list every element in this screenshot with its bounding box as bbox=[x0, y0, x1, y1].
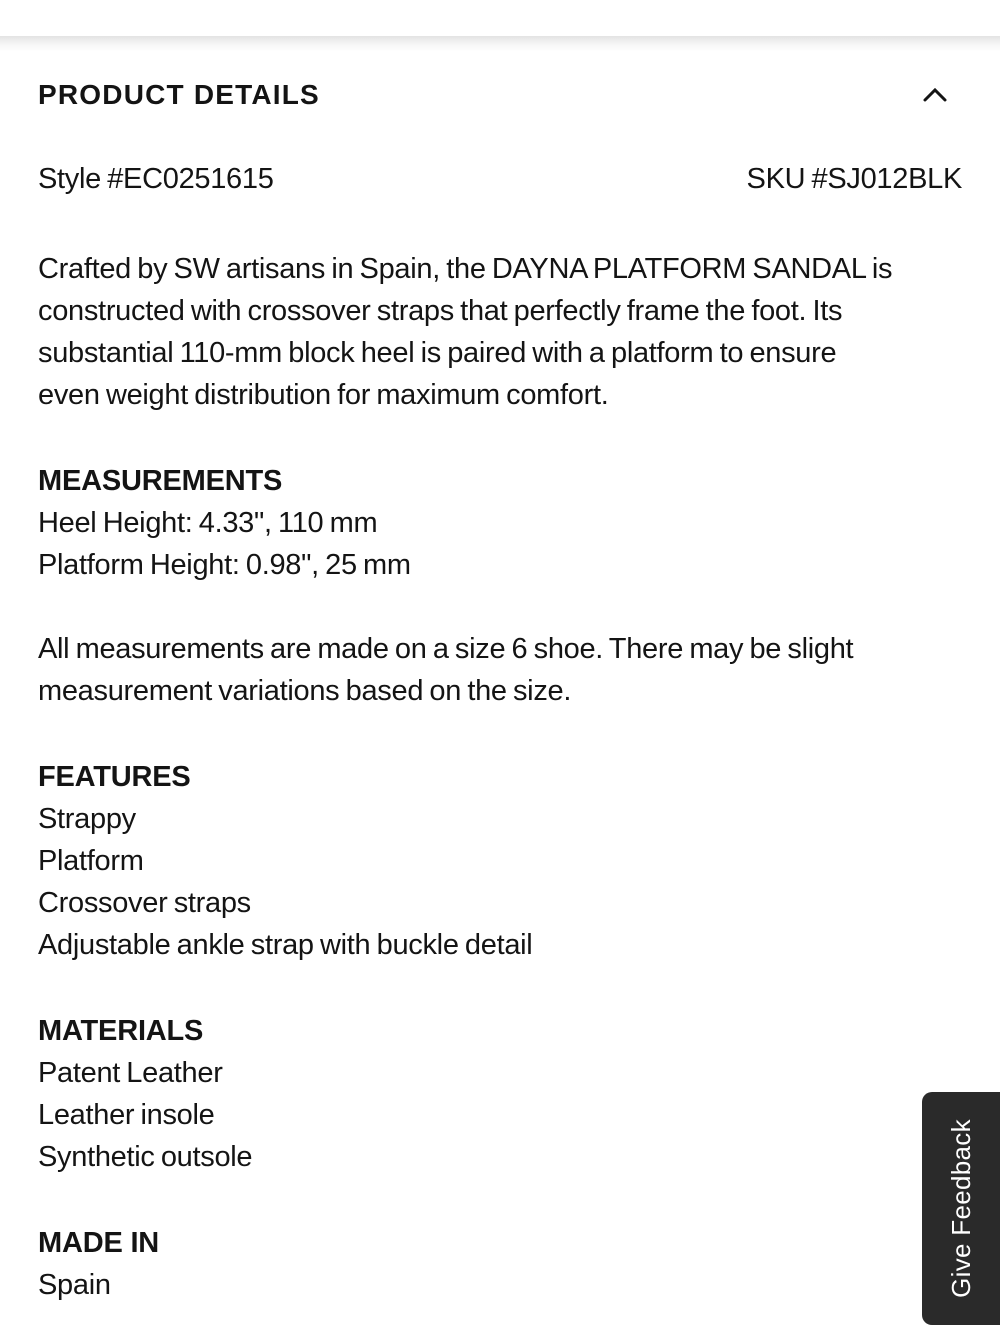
features-heading: FEATURES bbox=[38, 761, 191, 793]
text-line: even weight distribution for maximum comfort. bbox=[38, 379, 609, 411]
product-details-header[interactable] bbox=[38, 74, 962, 116]
text-line: Heel Height: 4.33", 110 mm bbox=[38, 507, 378, 539]
product-details-title: PRODUCT DETAILS bbox=[38, 79, 320, 110]
text-line: Spain bbox=[38, 1269, 111, 1301]
style-sku-row bbox=[38, 158, 962, 200]
materials-list bbox=[38, 1052, 962, 1178]
text-line: Platform bbox=[38, 845, 144, 877]
collapse-accordion-button[interactable] bbox=[908, 87, 962, 103]
features-list bbox=[38, 798, 962, 966]
text-line: Leather insole bbox=[38, 1099, 215, 1131]
text-line: Adjustable ankle strap with buckle detail bbox=[38, 929, 533, 961]
text-line: constructed with crossover straps that perfectly frame the foot. Its bbox=[38, 295, 843, 327]
text-line: Strappy bbox=[38, 803, 136, 835]
give-feedback-tab[interactable] bbox=[922, 1092, 1000, 1325]
text-line: Crafted by SW artisans in Spain, the DAYNA PLATFORM SANDAL is bbox=[38, 253, 893, 285]
text-line: Patent Leather bbox=[38, 1057, 223, 1089]
made-in-heading: MADE IN bbox=[38, 1227, 160, 1259]
text-line: substantial 110-mm block heel is paired with a platform to ensure bbox=[38, 337, 837, 369]
measurements-heading: MEASUREMENTS bbox=[38, 465, 283, 497]
text-line: Platform Height: 0.98", 25 mm bbox=[38, 549, 411, 581]
materials-heading: MATERIALS bbox=[38, 1015, 204, 1047]
give-feedback-label: Give Feedback bbox=[945, 1119, 976, 1298]
text-line: Crossover straps bbox=[38, 887, 251, 919]
chevron-up-icon bbox=[922, 87, 948, 103]
measurements-list bbox=[38, 502, 962, 586]
product-description bbox=[38, 248, 962, 416]
text-line: measurement variations based on the size. bbox=[38, 675, 572, 707]
style-number: Style #EC0251615 bbox=[38, 163, 274, 195]
text-line: Synthetic outsole bbox=[38, 1141, 253, 1173]
sku-number: SKU #SJ012BLK bbox=[746, 163, 962, 195]
size-note bbox=[38, 628, 962, 712]
made-in-list bbox=[38, 1264, 962, 1306]
text-line: All measurements are made on a size 6 shoe. There may be slight bbox=[38, 633, 854, 665]
